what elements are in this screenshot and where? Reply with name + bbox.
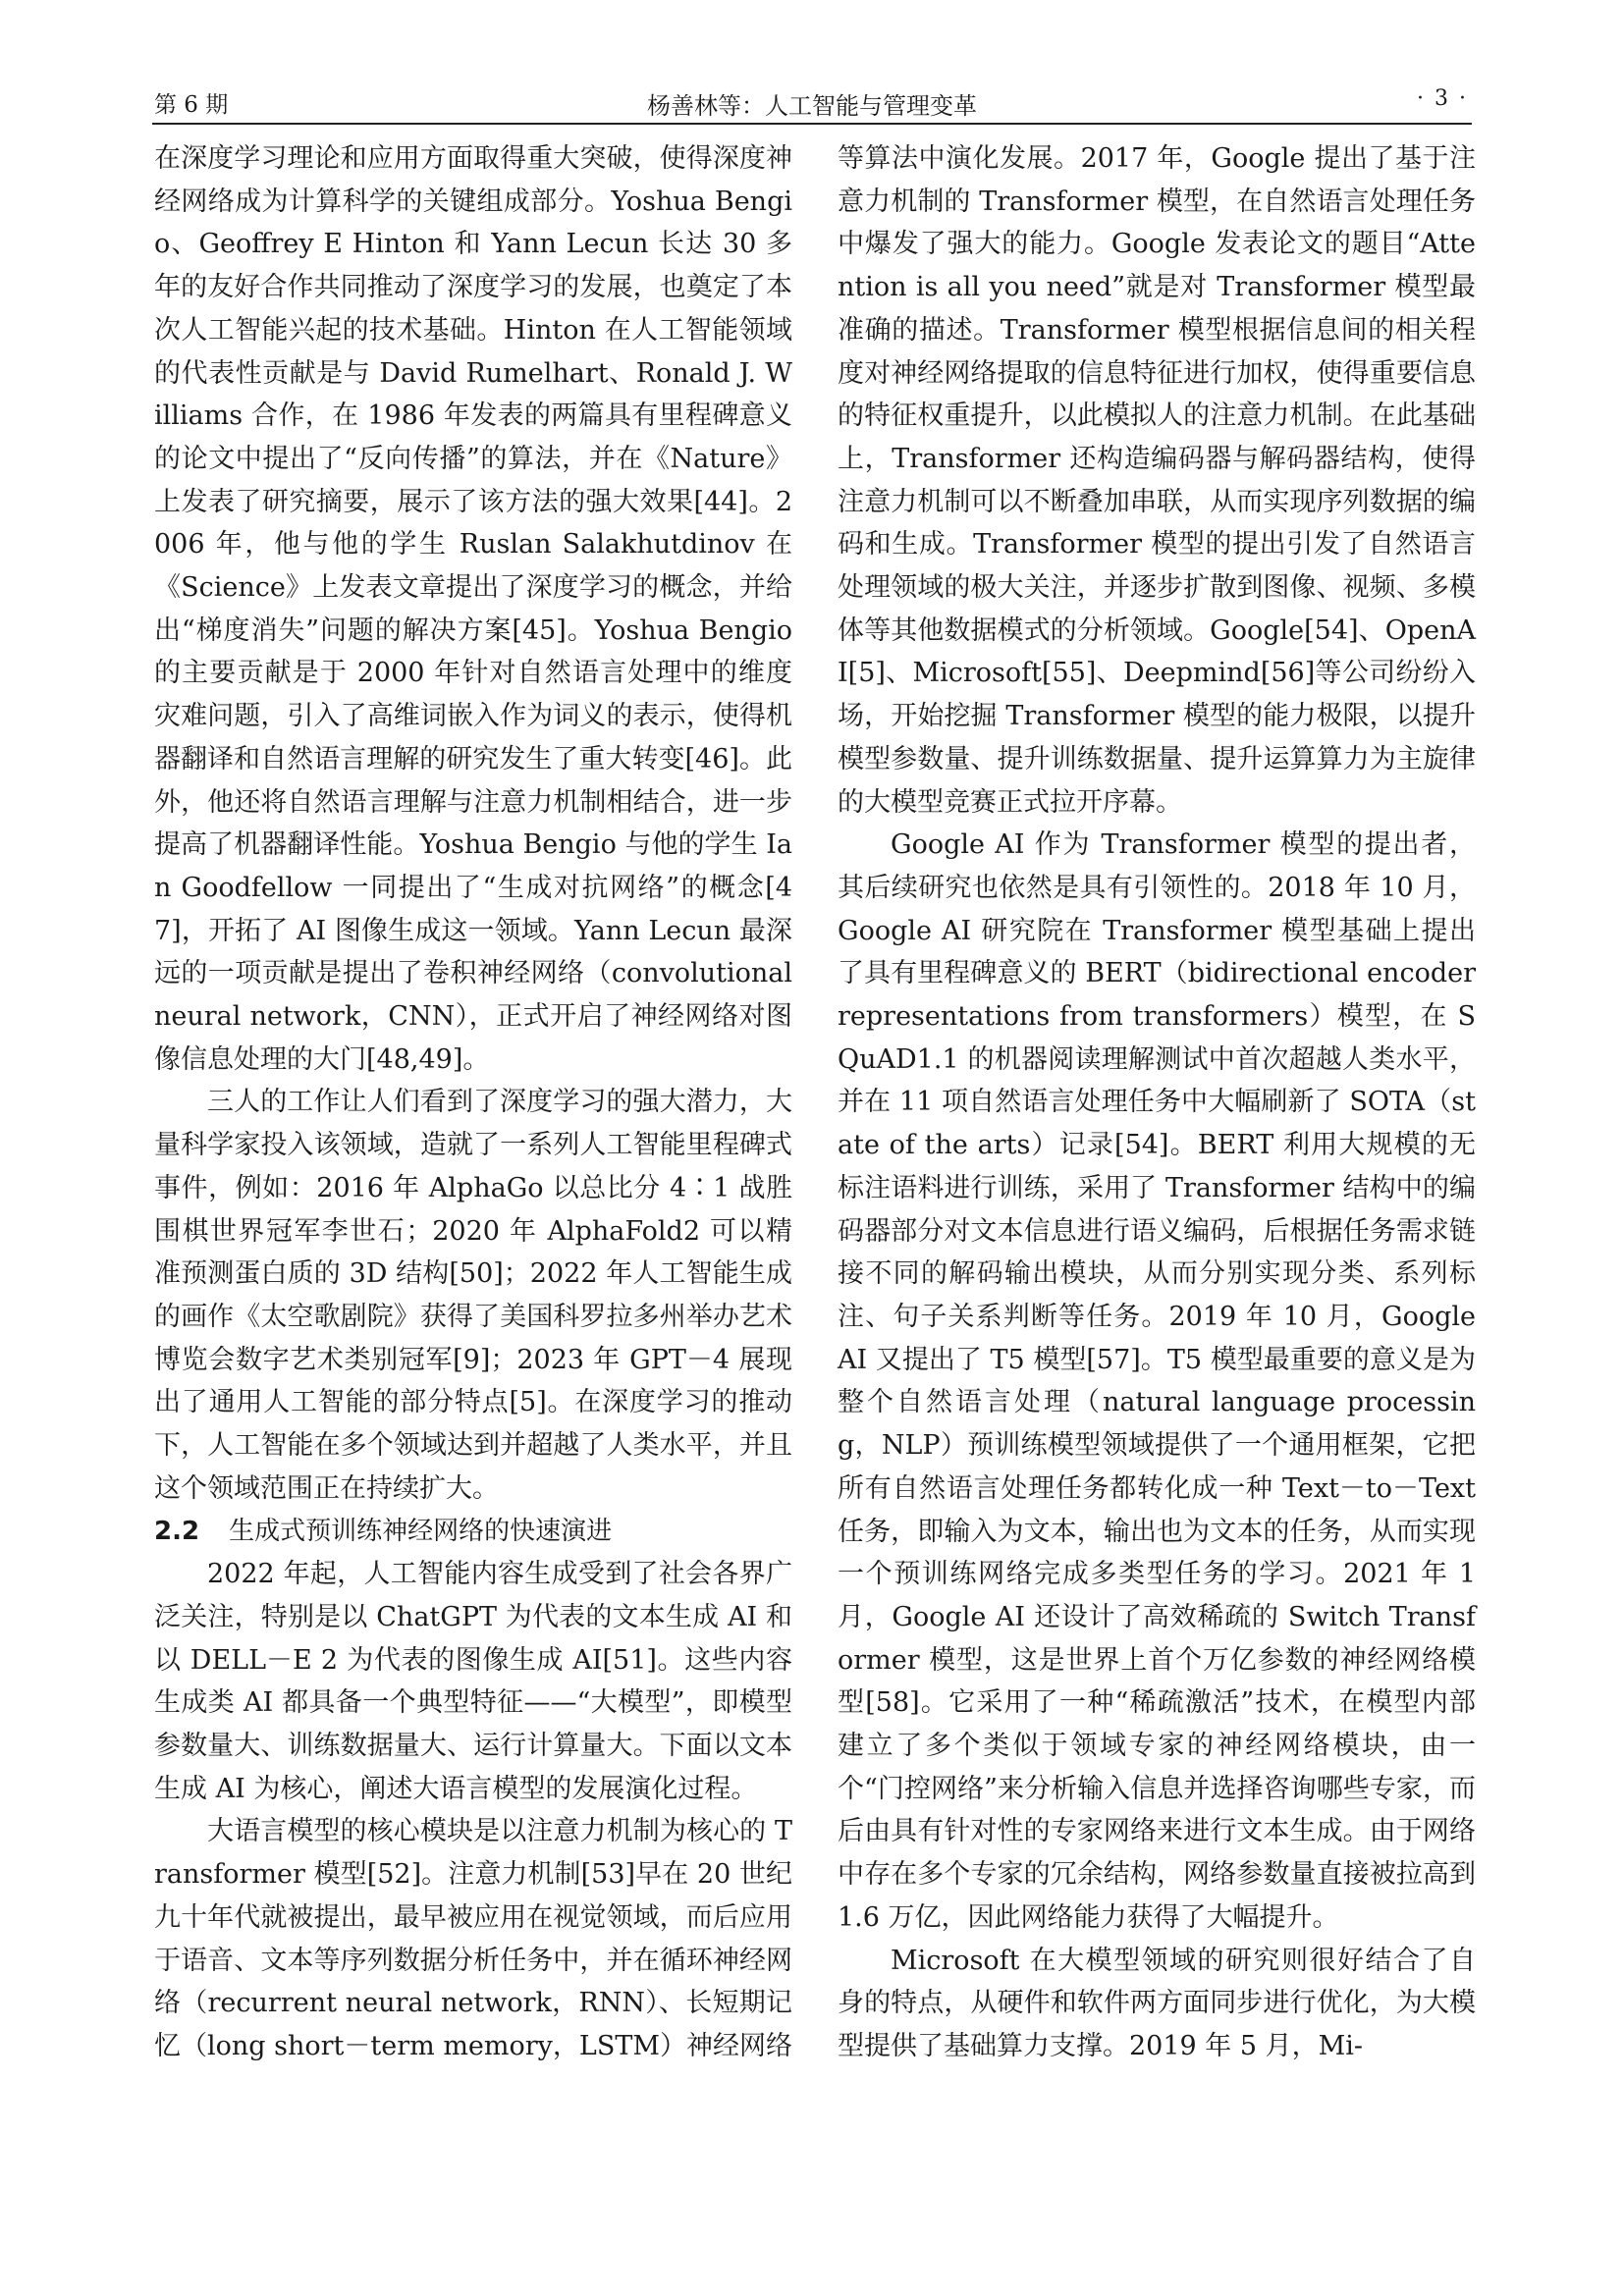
issue-number: 第 6 期 [154,92,229,118]
paragraph-milestones: 三人的工作让人们看到了深度学习的强大潜力，大量科学家投入该领域，造就了一系列人工智能里程碑式事件，例如：2016 年 AlphaGo 以总比分 4∶1 战胜围棋世界冠军李世石；2020 年 AlphaFold2 可以精准预测蛋白质的 3D 结构[50]；2022 年人工智能生成的画作《太空歌剧院》获得了美国科罗拉多州举办艺术博览会数字艺术类别冠军[9]；2023 年 GPT－4 展现出了通用人工智能的部分特点[5]。在深度学习的推动下，人工智能在多个领域达到并超越了人类水平，并且这个领域范围正在持续扩大。 [154,1087,792,1504]
paragraph-generative-ai: 2022 年起，人工智能内容生成受到了社会各界广泛关注，特别是以 ChatGPT 为代表的文本生成 AI 和以 DELL－E 2 为代表的图像生成 AI[51]。这些内容生成类 AI 都具备一个典型特征——“大模型”，即模型参数量大、训练数据量大、运行计算量大。下面以文本生成 AI 为核心，阐述大语言模型的发展演化过程。 [154,1559,792,1804]
right-column [838,137,1476,2068]
section-title: 生成式预训练神经网络的快速演进 [229,1516,613,1546]
header-rule [152,123,1472,125]
paragraph-microsoft: Microsoft 在大模型领域的研究则很好结合了自身的特点，从硬件和软件两方面同步进行优化，为大模型提供了基础算力支撑。2019 年 5 月，Mi- [838,1945,1476,2061]
left-column [154,137,792,2068]
paragraph-deep-learning-breakthroughs: 在深度学习理论和应用方面取得重大突破，使得深度神经网络成为计算科学的关键组成部分。Yoshua Bengio、Geoffrey E Hinton 和 Yann Lecun 长达 30 多年的友好合作共同推动了深度学习的发展，也奠定了本次人工智能兴起的技术基础。Hinton 在人工智能领域的代表性贡献是与 David Rumelhart、Ronald J. Williams 合作，在 1986 年发表的两篇具有里程碑意义的论文中提出了“反向传播”的算法，并在《Nature》上发表了研究摘要，展示了该方法的强大效果[44]。2006 年，他与他的学生 Ruslan Salakhutdinov 在《Science》上发表文章提出了深度学习的概念，并给出“梯度消失”问题的解决方案[45]。Yoshua Bengio 的主要贡献是于 2000 年针对自然语言处理中的维度灾难问题，引入了高维词嵌入作为词义的表示，使得机器翻译和自然语言理解的研究发生了重大转变[46]。此外，他还将自然语言理解与注意力机制相结合，进一步提高了机器翻译性能。Yoshua Bengio 与他的学生 Ian Goodfellow 一同提出了“生成对抗网络”的概念[47]，开拓了 AI 图像生成这一领域。Yann Lecun 最深远的一项贡献是提出了卷积神经网络（convolutional neural network，CNN），正式开启了神经网络对图像信息处理的大门[48,49]。 [154,143,792,1075]
paragraph-google-ai: Google AI 作为 Transformer 模型的提出者，其后续研究也依然是具有引领性的。2018 年 10 月，Google AI 研究院在 Transformer 模型基础上提出了具有里程碑意义的 BERT（bidirectional encoder representations from transformers）模型，在 SQuAD1.1 的机器阅读理解测试中首次超越人类水平，并在 11 项自然语言处理任务中大幅刷新了 SOTA（state of the arts）记录[54]。BERT 利用大规模的无标注语料进行训练，采用了 Transformer 结构中的编码器部分对文本信息进行语义编码，后根据任务需求链接不同的解码输出模块，从而分别实现分类、系列标注、句子关系判断等任务。2019 年 10 月，Google AI 又提出了 T5 模型[57]。T5 模型最重要的意义是为整个自然语言处理（natural language processing，NLP）预训练模型领域提供了一个通用框架，它把所有自然语言处理任务都转化成一种 Text－to－Text 任务，即输入为文本，输出也为文本的任务，从而实现一个预训练网络完成多类型任务的学习。2021 年 1 月，Google AI 还设计了高效稀疏的 Switch Transformer 模型，这是世界上首个万亿参数的神经网络模型[58]。它采用了一种“稀疏激活”技术，在模型内部建立了多个类似于领域专家的神经网络模块，由一个“门控网络”来分析输入信息并选择咨询哪些专家，而后由具有针对性的专家网络来进行文本生成。由于网络中存在多个专家的冗余结构，网络参数量直接被拉高到 1.6 万亿，因此网络能力获得了大幅提升。 [838,829,1476,1933]
paragraph-transformer-core: 大语言模型的核心模块是以注意力机制为核心的 Transformer 模型[52]。注意力机制[53]早在 20 世纪九十年代就被提出，最早被应用在视觉领域，而后应用于语音、文本等序列数据分析任务中，并在循环神经网络（recurrent neural network，RNN）、长短期记忆（long short－term memory，LSTM）神经网络 [154,1816,793,2061]
running-header [152,84,1472,124]
running-title: 杨善林等：人工智能与管理变革 [647,92,977,120]
paragraph-transformer-evolution: 等算法中演化发展。2017 年，Google 提出了基于注意力机制的 Transformer 模型，在自然语言处理任务中爆发了强大的能力。Google 发表论文的题目“Attention is all you need”就是对 Transformer 模型最准确的描述。Transformer 模型根据信息间的相关程度对神经网络提取的信息特征进行加权，使得重要信息的特征权重提升，以此模拟人的注意力机制。在此基础上，Transformer 还构造编码器与解码器结构，使得注意力机制可以不断叠加串联，从而实现序列数据的编码和生成。Transformer 模型的提出引发了自然语言处理领域的极大关注，并逐步扩散到图像、视频、多模体等其他数据模式的分析领域。Google[54]、OpenAI[5]、Microsoft[55]、Deepmind[56]等公司纷纷入场，开始挖掘 Transformer 模型的能力极限，以提升模型参数量、提升训练数据量、提升运算算力为主旋律的大模型竞赛正式拉开序幕。 [838,143,1476,818]
page-number: · 3 · [1417,86,1468,111]
section-heading [154,1511,792,1554]
section-number: 2.2 [154,1516,200,1546]
